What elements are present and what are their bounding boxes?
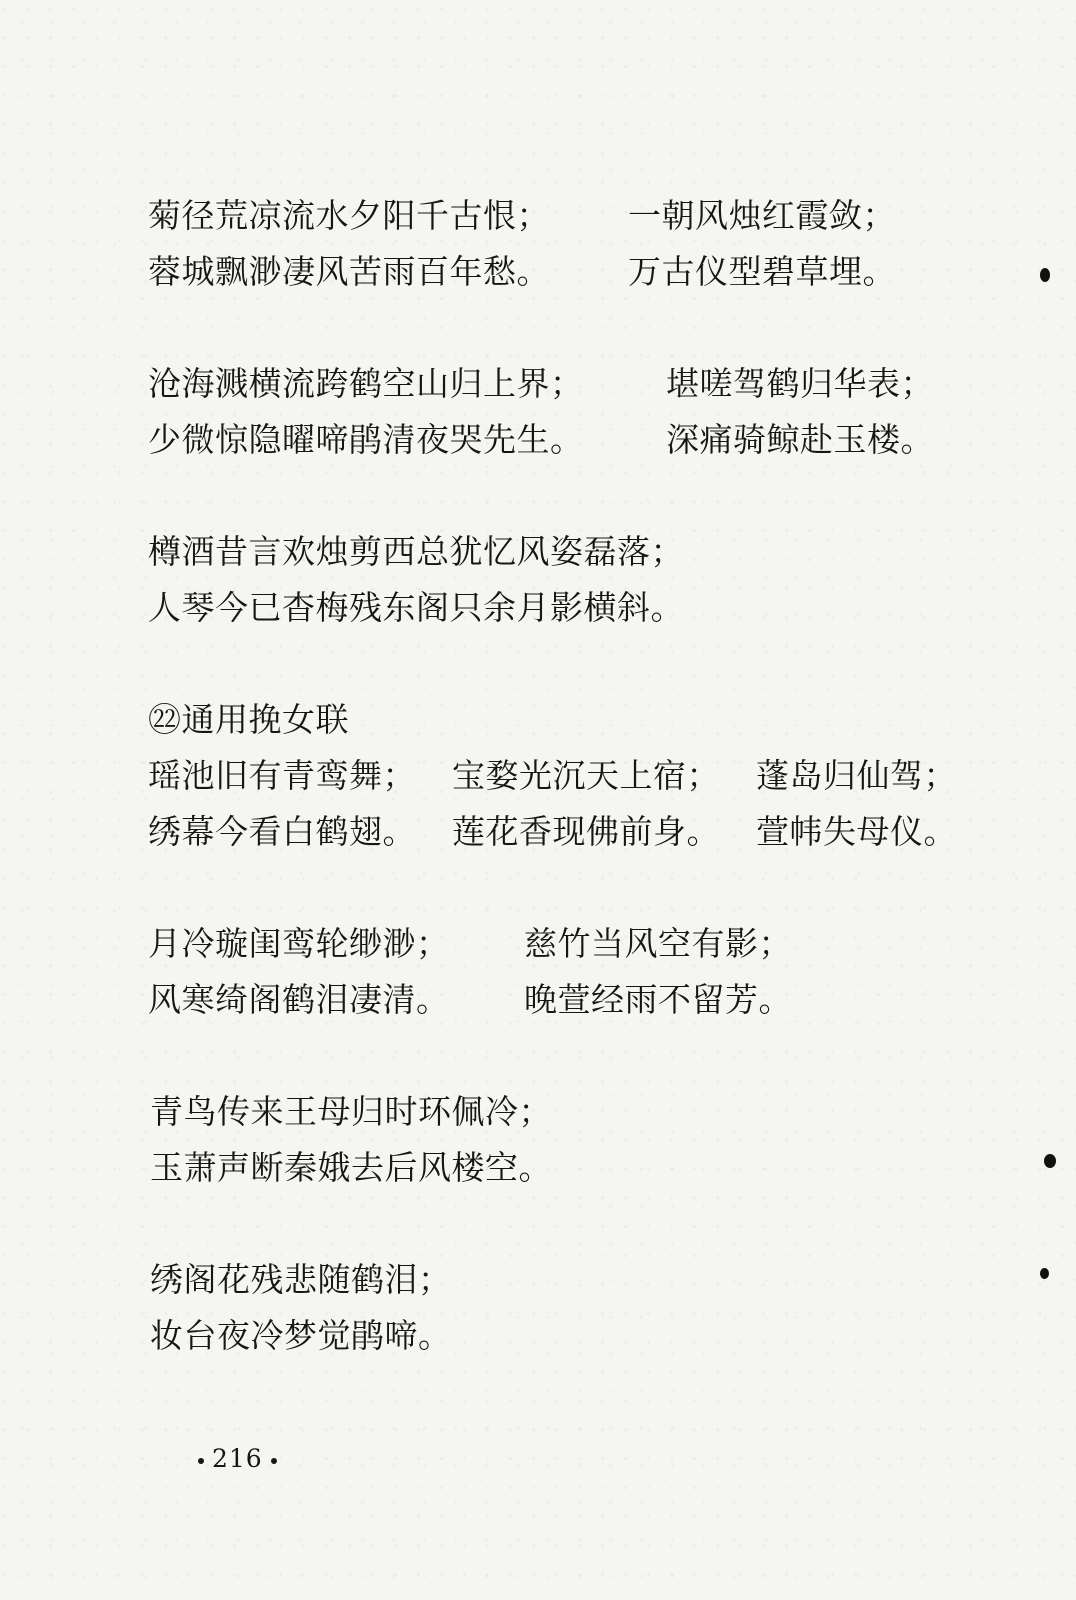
text-line: 玉萧声断秦娥去后风楼空。 xyxy=(150,1148,552,1187)
text-line: 绣幕今看白鹤翅。 xyxy=(148,812,416,851)
scan-speck xyxy=(1040,268,1050,282)
scan-speck xyxy=(1040,1268,1049,1279)
text-line: 青鸟传来王母归时环佩冷； xyxy=(150,1092,552,1131)
text-line: 沧海溅横流跨鹤空山归上界； xyxy=(148,364,584,403)
text-line: 风寒绮阁鹤泪凄清。 xyxy=(148,980,450,1019)
text-line: 深痛骑鲸赴玉楼。 xyxy=(666,420,934,459)
text-line: 人琴今已杳梅残东阁只余月影横斜。 xyxy=(148,588,684,627)
section-heading: ㉒通用挽女联 xyxy=(148,700,349,739)
text-line: 绣阁花残悲随鹤泪； xyxy=(150,1260,452,1299)
text-line: 萱帏失母仪。 xyxy=(756,812,957,851)
text-line: 万古仪型碧草埋。 xyxy=(628,252,896,291)
page-number xyxy=(190,1444,285,1474)
text-line: 蓬岛归仙驾； xyxy=(756,756,957,795)
text-line: 宝婺光沉天上宿； xyxy=(452,756,720,795)
page-number-text: 216 xyxy=(212,1444,263,1473)
text-line: 堪嗟驾鹤归华表； xyxy=(666,364,934,403)
text-line: 妆台夜冷梦觉鹃啼。 xyxy=(150,1316,452,1355)
bullet-icon xyxy=(198,1458,204,1464)
text-line: 晚萱经雨不留芳。 xyxy=(524,980,792,1019)
text-line: 樽酒昔言欢烛剪西总犹忆风姿磊落； xyxy=(148,532,684,571)
text-line: 一朝风烛红霞敛； xyxy=(628,196,896,235)
bullet-icon xyxy=(271,1458,277,1464)
text-line: 少微惊隐曜啼鹃清夜哭先生。 xyxy=(148,420,584,459)
scan-speck xyxy=(1044,1154,1056,1168)
text-line: 莲花香现佛前身。 xyxy=(452,812,720,851)
text-line: 菊径荒凉流水夕阳千古恨； xyxy=(148,196,550,235)
text-line: 月冷璇闺鸾轮缈渺； xyxy=(148,924,450,963)
text-line: 慈竹当风空有影； xyxy=(524,924,792,963)
text-line: 蓉城飘渺凄风苦雨百年愁。 xyxy=(148,252,550,291)
text-line: 瑶池旧有青鸾舞； xyxy=(148,756,416,795)
